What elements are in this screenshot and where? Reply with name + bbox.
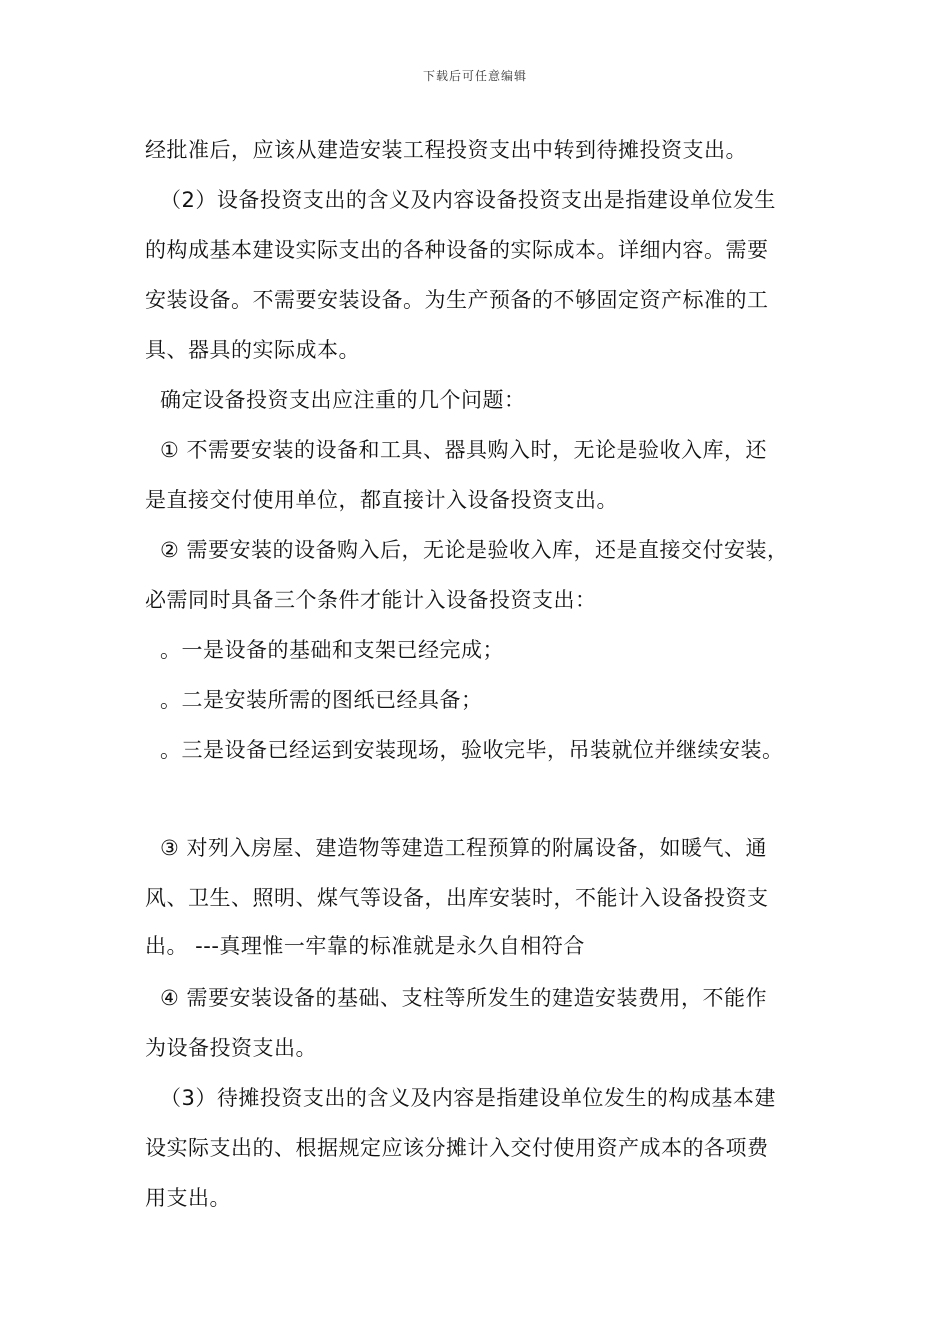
list-item-line: 是直接交付使用单位，都直接计入设备投资支出。 (145, 488, 618, 512)
page-header: 下载后可任意编辑 (422, 69, 527, 83)
list-item-line: ③ 对列入房屋、建造物等建造工程预算的附属设备，如暖气、通 (160, 836, 767, 860)
paragraph-line: （2）设备投资支出的含义及内容设备投资支出是指建设单位发生 (160, 188, 776, 212)
paragraph-line: 设实际支出的、根据规定应该分摊计入交付使用资产成本的各项费 (145, 1136, 769, 1160)
paragraph-line: 确定设备投资支出应注重的几个问题： (160, 388, 526, 412)
paragraph-line: （3）待摊投资支出的含义及内容是指建设单位发生的构成基本建 (160, 1086, 776, 1110)
list-item-line: ② 需要安装的设备购入后，无论是验收入库，还是直接交付安装， (160, 538, 789, 562)
paragraph-line: 安装设备。不需要安装设备。为生产预备的不够固定资产标准的工 (145, 288, 769, 312)
paragraph-line: 的构成基本建设实际支出的各种设备的实际成本。详细内容。需要 (145, 238, 769, 262)
sub-item-line: 。二是安装所需的图纸已经具备； (160, 688, 483, 712)
list-item-line: 为设备投资支出。 (145, 1036, 317, 1060)
list-item-line: 出。 ---真理惟一牢靠的标准就是永久自相符合 (145, 934, 585, 958)
list-item-line: ① 不需要安装的设备和工具、器具购入时，无论是验收入库，还 (160, 438, 767, 462)
list-item-line: ④ 需要安装设备的基础、支柱等所发生的建造安装费用，不能作 (160, 986, 767, 1010)
paragraph-line: 具、器具的实际成本。 (145, 338, 360, 362)
list-item-line: 风、卫生、照明、煤气等设备，出库安装时，不能计入设备投资支 (145, 886, 769, 910)
sub-item-line: 。三是设备已经运到安装现场，验收完毕，吊装就位并继续安装。 (160, 738, 784, 762)
paragraph-line: 经批准后，应该从建造安装工程投资支出中转到待摊投资支出。 (145, 138, 747, 162)
list-item-line: 必需同时具备三个条件才能计入设备投资支出： (145, 588, 597, 612)
paragraph-line: 用支出。 (145, 1186, 231, 1210)
sub-item-line: 。一是设备的基础和支架已经完成； (160, 638, 504, 662)
